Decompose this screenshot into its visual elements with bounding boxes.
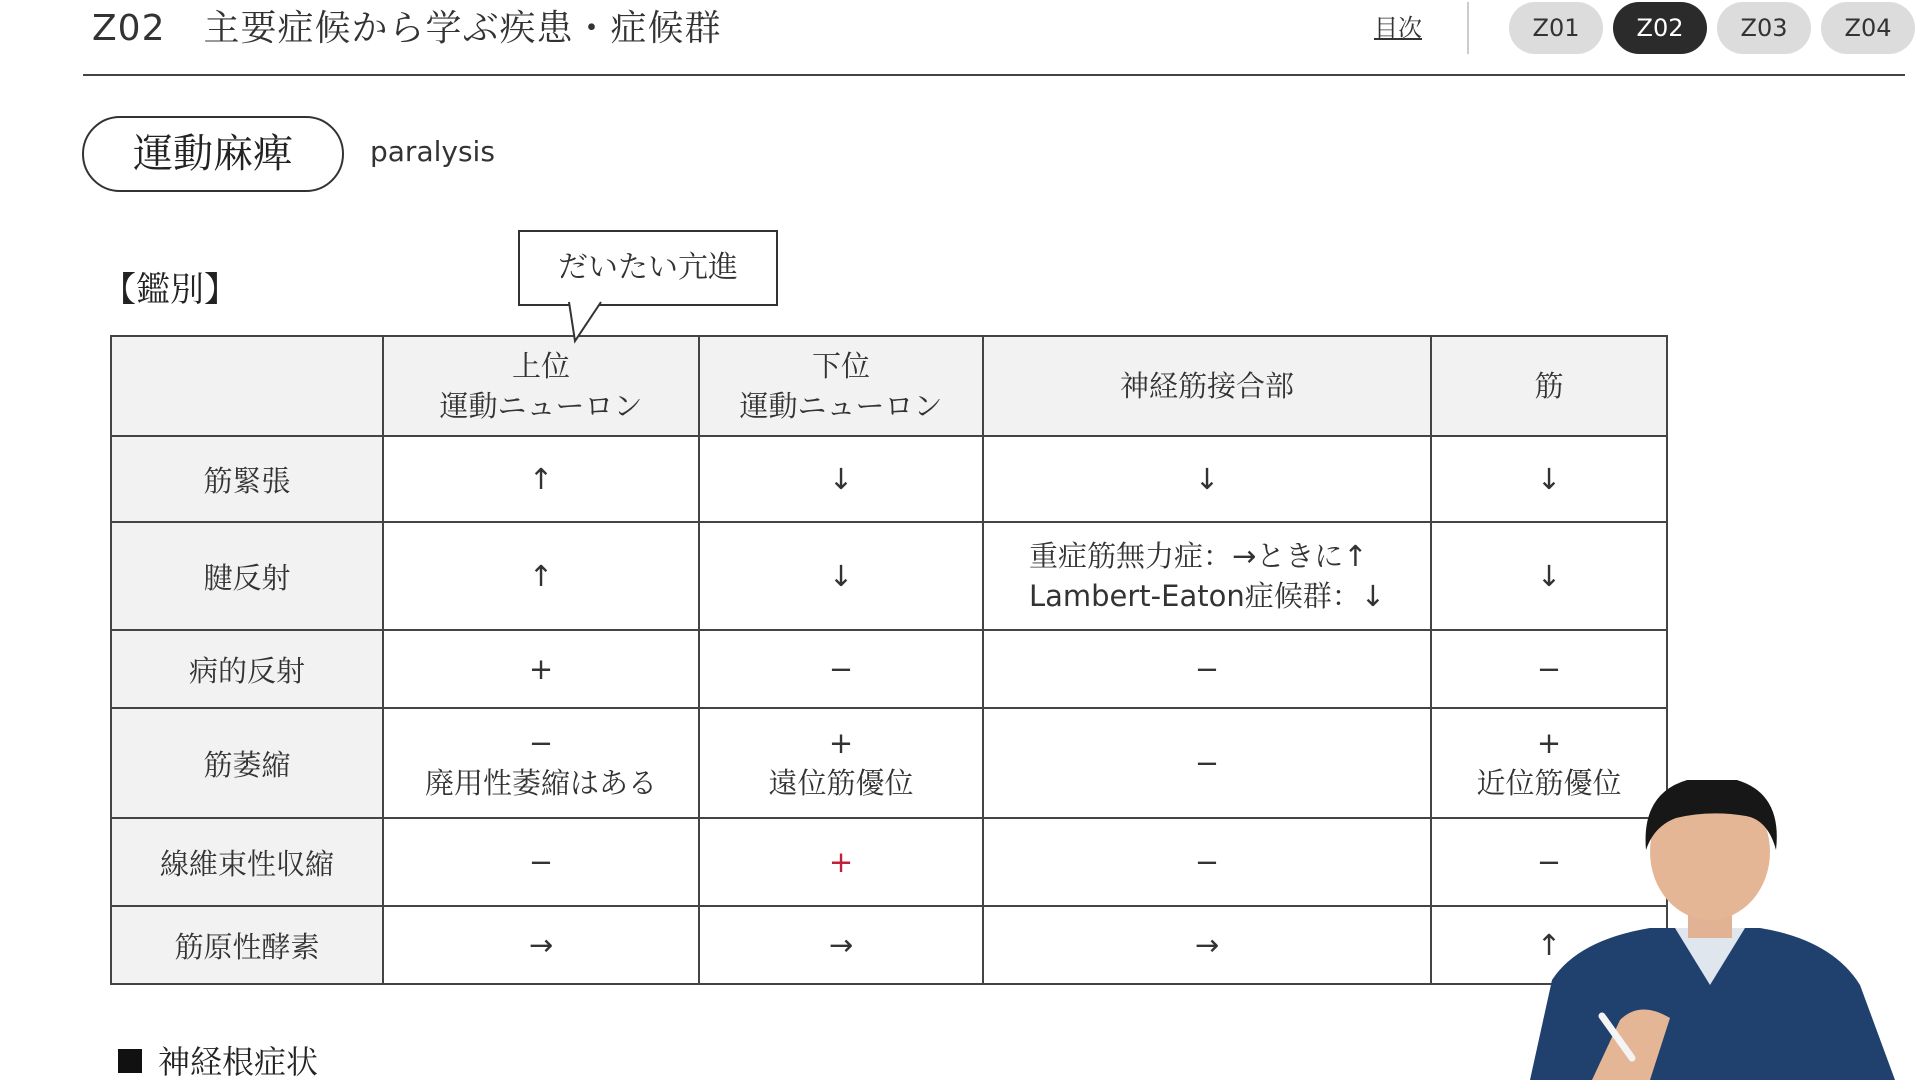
tab-z01[interactable]: Z01 bbox=[1509, 2, 1603, 54]
topic-english: paralysis bbox=[370, 135, 495, 168]
table-cell: ↑ bbox=[383, 522, 699, 630]
row-header: 筋緊張 bbox=[111, 436, 383, 522]
col-header-nmj: 神経筋接合部 bbox=[983, 336, 1431, 436]
col-header-line: 運動ニューロン bbox=[439, 389, 643, 423]
table-cell bbox=[699, 708, 983, 818]
table-cell: ↑ bbox=[1431, 906, 1667, 984]
callout-tail bbox=[565, 301, 605, 345]
table-cell: → bbox=[383, 906, 699, 984]
corner-cell bbox=[111, 336, 383, 436]
table-cell bbox=[383, 708, 699, 818]
table-row bbox=[111, 906, 1667, 984]
table-cell: ↑ bbox=[383, 436, 699, 522]
cell-line: 遠位筋優位 bbox=[768, 766, 914, 800]
next-section-label: 神経根症状 bbox=[158, 1043, 319, 1081]
table-cell: ↓ bbox=[983, 436, 1431, 522]
square-bullet-icon bbox=[118, 1049, 142, 1073]
table-cell bbox=[983, 522, 1431, 630]
table-row bbox=[111, 708, 1667, 818]
topic-badge: 運動麻痺 bbox=[82, 116, 344, 192]
cell-line: + bbox=[1536, 726, 1562, 760]
chapter-title: 主要症候から学ぶ疾患・症候群 bbox=[203, 8, 722, 49]
row-header: 腱反射 bbox=[111, 522, 383, 630]
nmj-reflex-note bbox=[1029, 536, 1385, 616]
cell-line: 重症筋無力症：→ときに↑ bbox=[1028, 539, 1368, 573]
table-cell-highlight: + bbox=[699, 818, 983, 906]
row-header: 筋原性酵素 bbox=[111, 906, 383, 984]
row-header: 線維束性収縮 bbox=[111, 818, 383, 906]
table-cell: + bbox=[383, 630, 699, 708]
table-cell: − bbox=[383, 818, 699, 906]
table-cell: − bbox=[983, 630, 1431, 708]
header-row bbox=[111, 336, 1667, 436]
cell-line: − bbox=[528, 726, 554, 760]
cell-line: Lambert-Eaton症候群：↓ bbox=[1028, 579, 1386, 613]
toc-link[interactable]: 目次 bbox=[1374, 14, 1422, 42]
header-rule bbox=[83, 74, 1905, 76]
next-section-heading bbox=[118, 1040, 318, 1084]
section-label: 【鑑別】 bbox=[102, 270, 238, 310]
callout-note: だいたい亢進 bbox=[518, 230, 778, 306]
row-header: 筋萎縮 bbox=[111, 708, 383, 818]
table-cell: → bbox=[983, 906, 1431, 984]
col-header-lmn bbox=[699, 336, 983, 436]
table-row bbox=[111, 630, 1667, 708]
presenter-video bbox=[1500, 780, 1920, 1080]
col-header-line: 運動ニューロン bbox=[739, 389, 943, 423]
page-title bbox=[92, 4, 722, 54]
table-cell: → bbox=[699, 906, 983, 984]
differential-table bbox=[110, 335, 1668, 985]
header-divider bbox=[1467, 2, 1469, 54]
cell-line: + bbox=[828, 726, 854, 760]
col-header-line: 下位 bbox=[811, 349, 870, 383]
table-cell: ↓ bbox=[1431, 436, 1667, 522]
chapter-tabs bbox=[1509, 2, 1915, 54]
row-header: 病的反射 bbox=[111, 630, 383, 708]
table-cell: − bbox=[699, 630, 983, 708]
tab-z02[interactable]: Z02 bbox=[1613, 2, 1707, 54]
table-cell: ↓ bbox=[699, 522, 983, 630]
col-header-umn bbox=[383, 336, 699, 436]
tab-z03[interactable]: Z03 bbox=[1717, 2, 1811, 54]
chapter-code: Z02 bbox=[92, 8, 166, 49]
table-row bbox=[111, 522, 1667, 630]
table-cell: − bbox=[983, 818, 1431, 906]
col-header-muscle: 筋 bbox=[1431, 336, 1667, 436]
table-cell: ↓ bbox=[699, 436, 983, 522]
table-cell: − bbox=[1431, 818, 1667, 906]
col-header-line: 上位 bbox=[511, 349, 570, 383]
table-cell: − bbox=[1431, 630, 1667, 708]
table-cell: ↓ bbox=[1431, 522, 1667, 630]
cell-line: 近位筋優位 bbox=[1476, 766, 1622, 800]
tab-z04[interactable]: Z04 bbox=[1821, 2, 1915, 54]
table-row bbox=[111, 818, 1667, 906]
table-row bbox=[111, 436, 1667, 522]
table-cell: − bbox=[983, 708, 1431, 818]
cell-line: 廃用性萎縮はある bbox=[424, 766, 657, 800]
